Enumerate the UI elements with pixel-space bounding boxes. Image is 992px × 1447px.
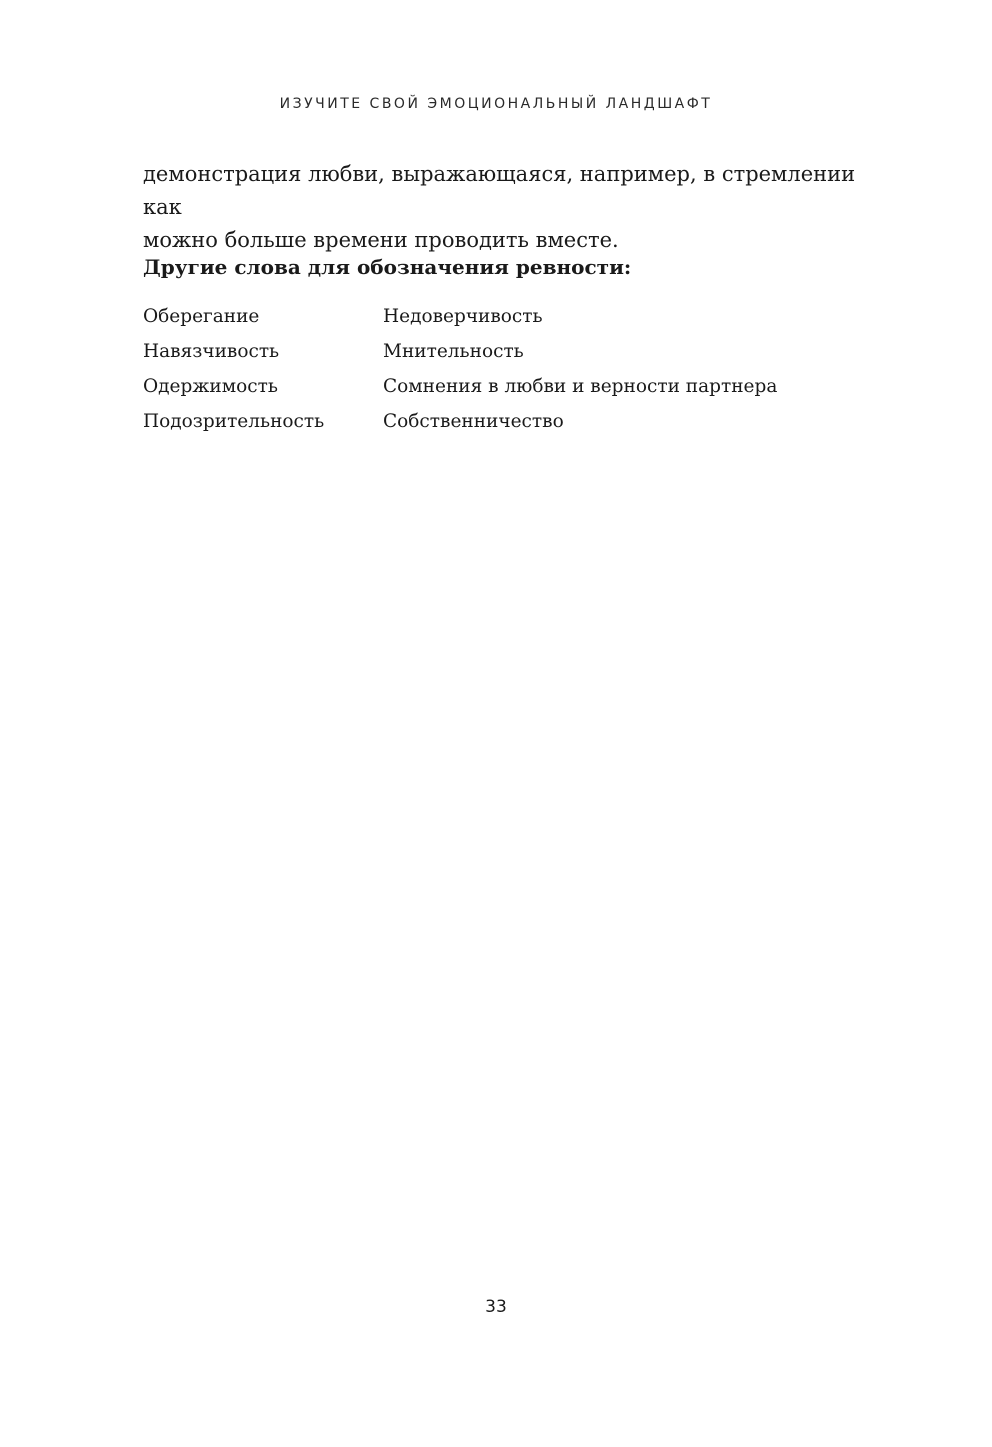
list-item: Оберегание bbox=[143, 306, 260, 327]
list-item: Недоверчивость bbox=[383, 306, 543, 327]
list-item: Подозрительность bbox=[143, 411, 325, 432]
list-item: Мнительность bbox=[383, 341, 524, 362]
list-row bbox=[143, 302, 863, 337]
paragraph-line-1: демонстрация любви, выражающаяся, например, в стремлении как bbox=[143, 162, 856, 219]
body-paragraph bbox=[143, 158, 863, 257]
section-heading: Другие слова для обозначения ревности: bbox=[143, 255, 632, 279]
list-row bbox=[143, 337, 863, 372]
synonym-list bbox=[143, 302, 863, 442]
list-item: Навязчивость bbox=[143, 341, 280, 362]
running-header: ИЗУЧИТЕ СВОЙ ЭМОЦИОНАЛЬНЫЙ ЛАНДШАФТ bbox=[279, 96, 713, 112]
list-item: Собственничество bbox=[383, 411, 564, 432]
list-row bbox=[143, 407, 863, 442]
list-row bbox=[143, 372, 863, 407]
page-number: 33 bbox=[485, 1297, 507, 1317]
list-item: Одержимость bbox=[143, 376, 278, 397]
paragraph-line-2: можно больше времени проводить вместе. bbox=[143, 228, 619, 252]
list-item: Сомнения в любви и верности партнера bbox=[383, 376, 778, 397]
